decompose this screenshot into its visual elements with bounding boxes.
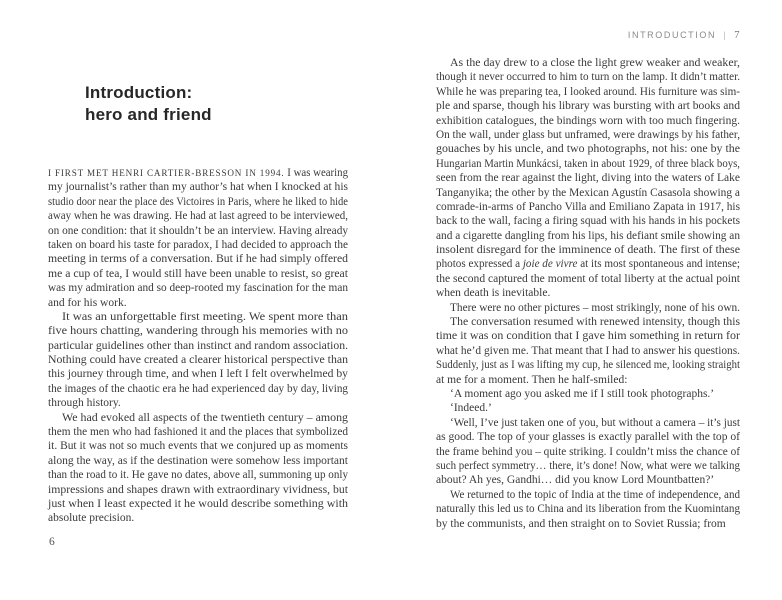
running-header bbox=[436, 30, 740, 41]
text-line: the images of the chaotic era he had experienced day by day, living bbox=[48, 382, 348, 395]
left-page-text bbox=[48, 166, 348, 526]
text-line: studio door near the place des Victoires in Paris, where he liked to hide bbox=[48, 195, 348, 208]
text-line: along the way, as if the destination were somehow less important bbox=[48, 454, 348, 467]
text-line: away when he was drawing. He had at last agreed to be interviewed, bbox=[48, 210, 348, 223]
text-line: On the wall, under glass but unframed, were drawings by his father, bbox=[436, 128, 740, 141]
left-page-number: 6 bbox=[49, 536, 55, 548]
text-line: gouaches by his uncle, and two photographs, not his: one by the bbox=[436, 143, 740, 156]
running-header-title: INTRODUCTION bbox=[627, 30, 717, 40]
text-line: me a cup of tea, I would still have been unable to resist, so great bbox=[48, 267, 348, 280]
text-line: my journalist’s rather than my author’s hat when I knocked at his bbox=[48, 181, 348, 194]
text-line: time it was on condition that I gave him something in return for bbox=[436, 330, 740, 343]
text-line: taken on board his taste for paradox, I had decided to approach the bbox=[48, 238, 348, 251]
text-line: ple and sparse, though his library was bursting with art books and bbox=[436, 100, 740, 113]
text-line: such perfect symmetry… there, it’s done! Now, what were we talking bbox=[436, 459, 740, 472]
text-line: Tanganyika; the other by the Mexican Agustín Casasola showing a bbox=[436, 186, 740, 199]
chapter-heading-line-2: hero and friend bbox=[85, 105, 212, 124]
chapter-heading bbox=[85, 82, 212, 126]
text-line: it. But it was not so much events that we conjured up as moments bbox=[48, 440, 348, 453]
text-line: back to the wall, facing a firing squad with his hands in his pockets bbox=[436, 215, 740, 228]
text-line: though it never occurred to him to turn on the lamp. It didn’t matter. bbox=[436, 71, 740, 84]
text-line: this journey through time, and when I left I felt overwhelmed by bbox=[48, 368, 348, 381]
text-line: While he was preparing tea, I looked around. His furniture was sim- bbox=[436, 85, 740, 98]
text-line: absolute precision. bbox=[48, 512, 135, 525]
text-line: and for his work. bbox=[48, 296, 127, 309]
text-line: and a cigarette dangling from his lips, his defiant smile showing an bbox=[436, 229, 740, 242]
text-line: seen from the rear against the light, diving into the waters of Lake bbox=[436, 172, 740, 185]
text-line: through history. bbox=[48, 397, 121, 410]
text-line: the second captured the moment of total liberty at the actual point bbox=[436, 272, 740, 285]
text-line: There were no other pictures – most strikingly, none of his own. bbox=[450, 301, 740, 314]
text-line: them the men who had fashioned it and the places that symbolized bbox=[48, 426, 348, 439]
text-line: what he’d given me. That meant that I had to answer his questions. bbox=[436, 344, 740, 357]
text-line: We had evoked all aspects of the twentieth century – among bbox=[62, 411, 348, 424]
text-line: about? Ah yes, Gandhi… did you know Lord Mountbatten?’ bbox=[436, 474, 715, 487]
text-line: ‘A moment ago you asked me if I still took photographs.’ bbox=[450, 387, 715, 400]
text-line: when death is inevitable. bbox=[436, 287, 551, 300]
text-line: as good. The top of your glasses is exactly parallel with the top of bbox=[436, 431, 740, 444]
text-line: particular guidelines other than instinct and random association. bbox=[48, 339, 348, 352]
text-line: meeting in terms of a conversation. But if he had simply offered bbox=[48, 253, 348, 266]
text-line: at me for a moment. Then he half-smiled: bbox=[436, 373, 628, 386]
text-line: It was an unforgettable first meeting. We spent more than bbox=[62, 310, 348, 323]
text-line: exhibition catalogues, the bindings worn with too much fingering. bbox=[436, 114, 740, 127]
text-line: was my admiration and so deep-rooted my fascination for the man bbox=[48, 282, 348, 295]
text-line: on one condition: that it shouldn’t be an interview. Having already bbox=[48, 224, 348, 237]
text-line: the frame behind you – quite striking. I couldn’t miss the chance of bbox=[436, 445, 740, 458]
text-line: comrade-in-arms of Pancho Villa and Emiliano Zapata in 1917, his bbox=[436, 200, 740, 213]
text-line: The conversation resumed with renewed intensity, though this bbox=[450, 316, 740, 329]
text-line: Hungarian Martin Munkácsi, taken in about 1929, of three black boys, bbox=[436, 157, 740, 170]
text-line: ‘Indeed.’ bbox=[450, 402, 492, 415]
text-line: I FIRST MET HENRI CARTIER-BRESSON IN 1994. I was wearing bbox=[48, 167, 348, 179]
text-line: Nothing could have created a clearer historical perspective than bbox=[48, 354, 348, 367]
text-line: just when I least expected it he would describe something with bbox=[48, 497, 348, 510]
text-line: than the road to it. He gave no dates, above all, summoning up only bbox=[48, 469, 348, 482]
text-line: As the day drew to a close the light grew weaker and weaker, bbox=[450, 57, 740, 69]
running-header-separator: | bbox=[723, 30, 728, 40]
text-line: impressions and shapes drawn with extraordinary vividness, but bbox=[48, 483, 348, 496]
chapter-heading-line-1: Introduction: bbox=[85, 83, 193, 102]
text-line: ‘Well, I’ve just taken one of you, but without a camera – it’s just bbox=[450, 416, 740, 429]
text-line: by the communists, and then straight on to Soviet Russia; from bbox=[436, 517, 726, 530]
text-line: photos expressed a joie de vivre at its most spontaneous and intense; bbox=[436, 258, 740, 271]
text-line: Suddenly, just as I was lifting my cup, he silenced me, looking straight bbox=[436, 359, 740, 372]
text-line: insolent disregard for the imminence of death. The first of these bbox=[436, 244, 740, 257]
text-line: five hours chatting, wandering through his memories with no bbox=[48, 325, 348, 338]
right-page-number: 7 bbox=[734, 30, 740, 41]
text-line: naturally this led us to China and its liberation from the Kuomintang bbox=[436, 503, 740, 516]
text-line: We returned to the topic of India at the time of independence, and bbox=[450, 488, 740, 501]
right-page-text bbox=[436, 56, 740, 531]
